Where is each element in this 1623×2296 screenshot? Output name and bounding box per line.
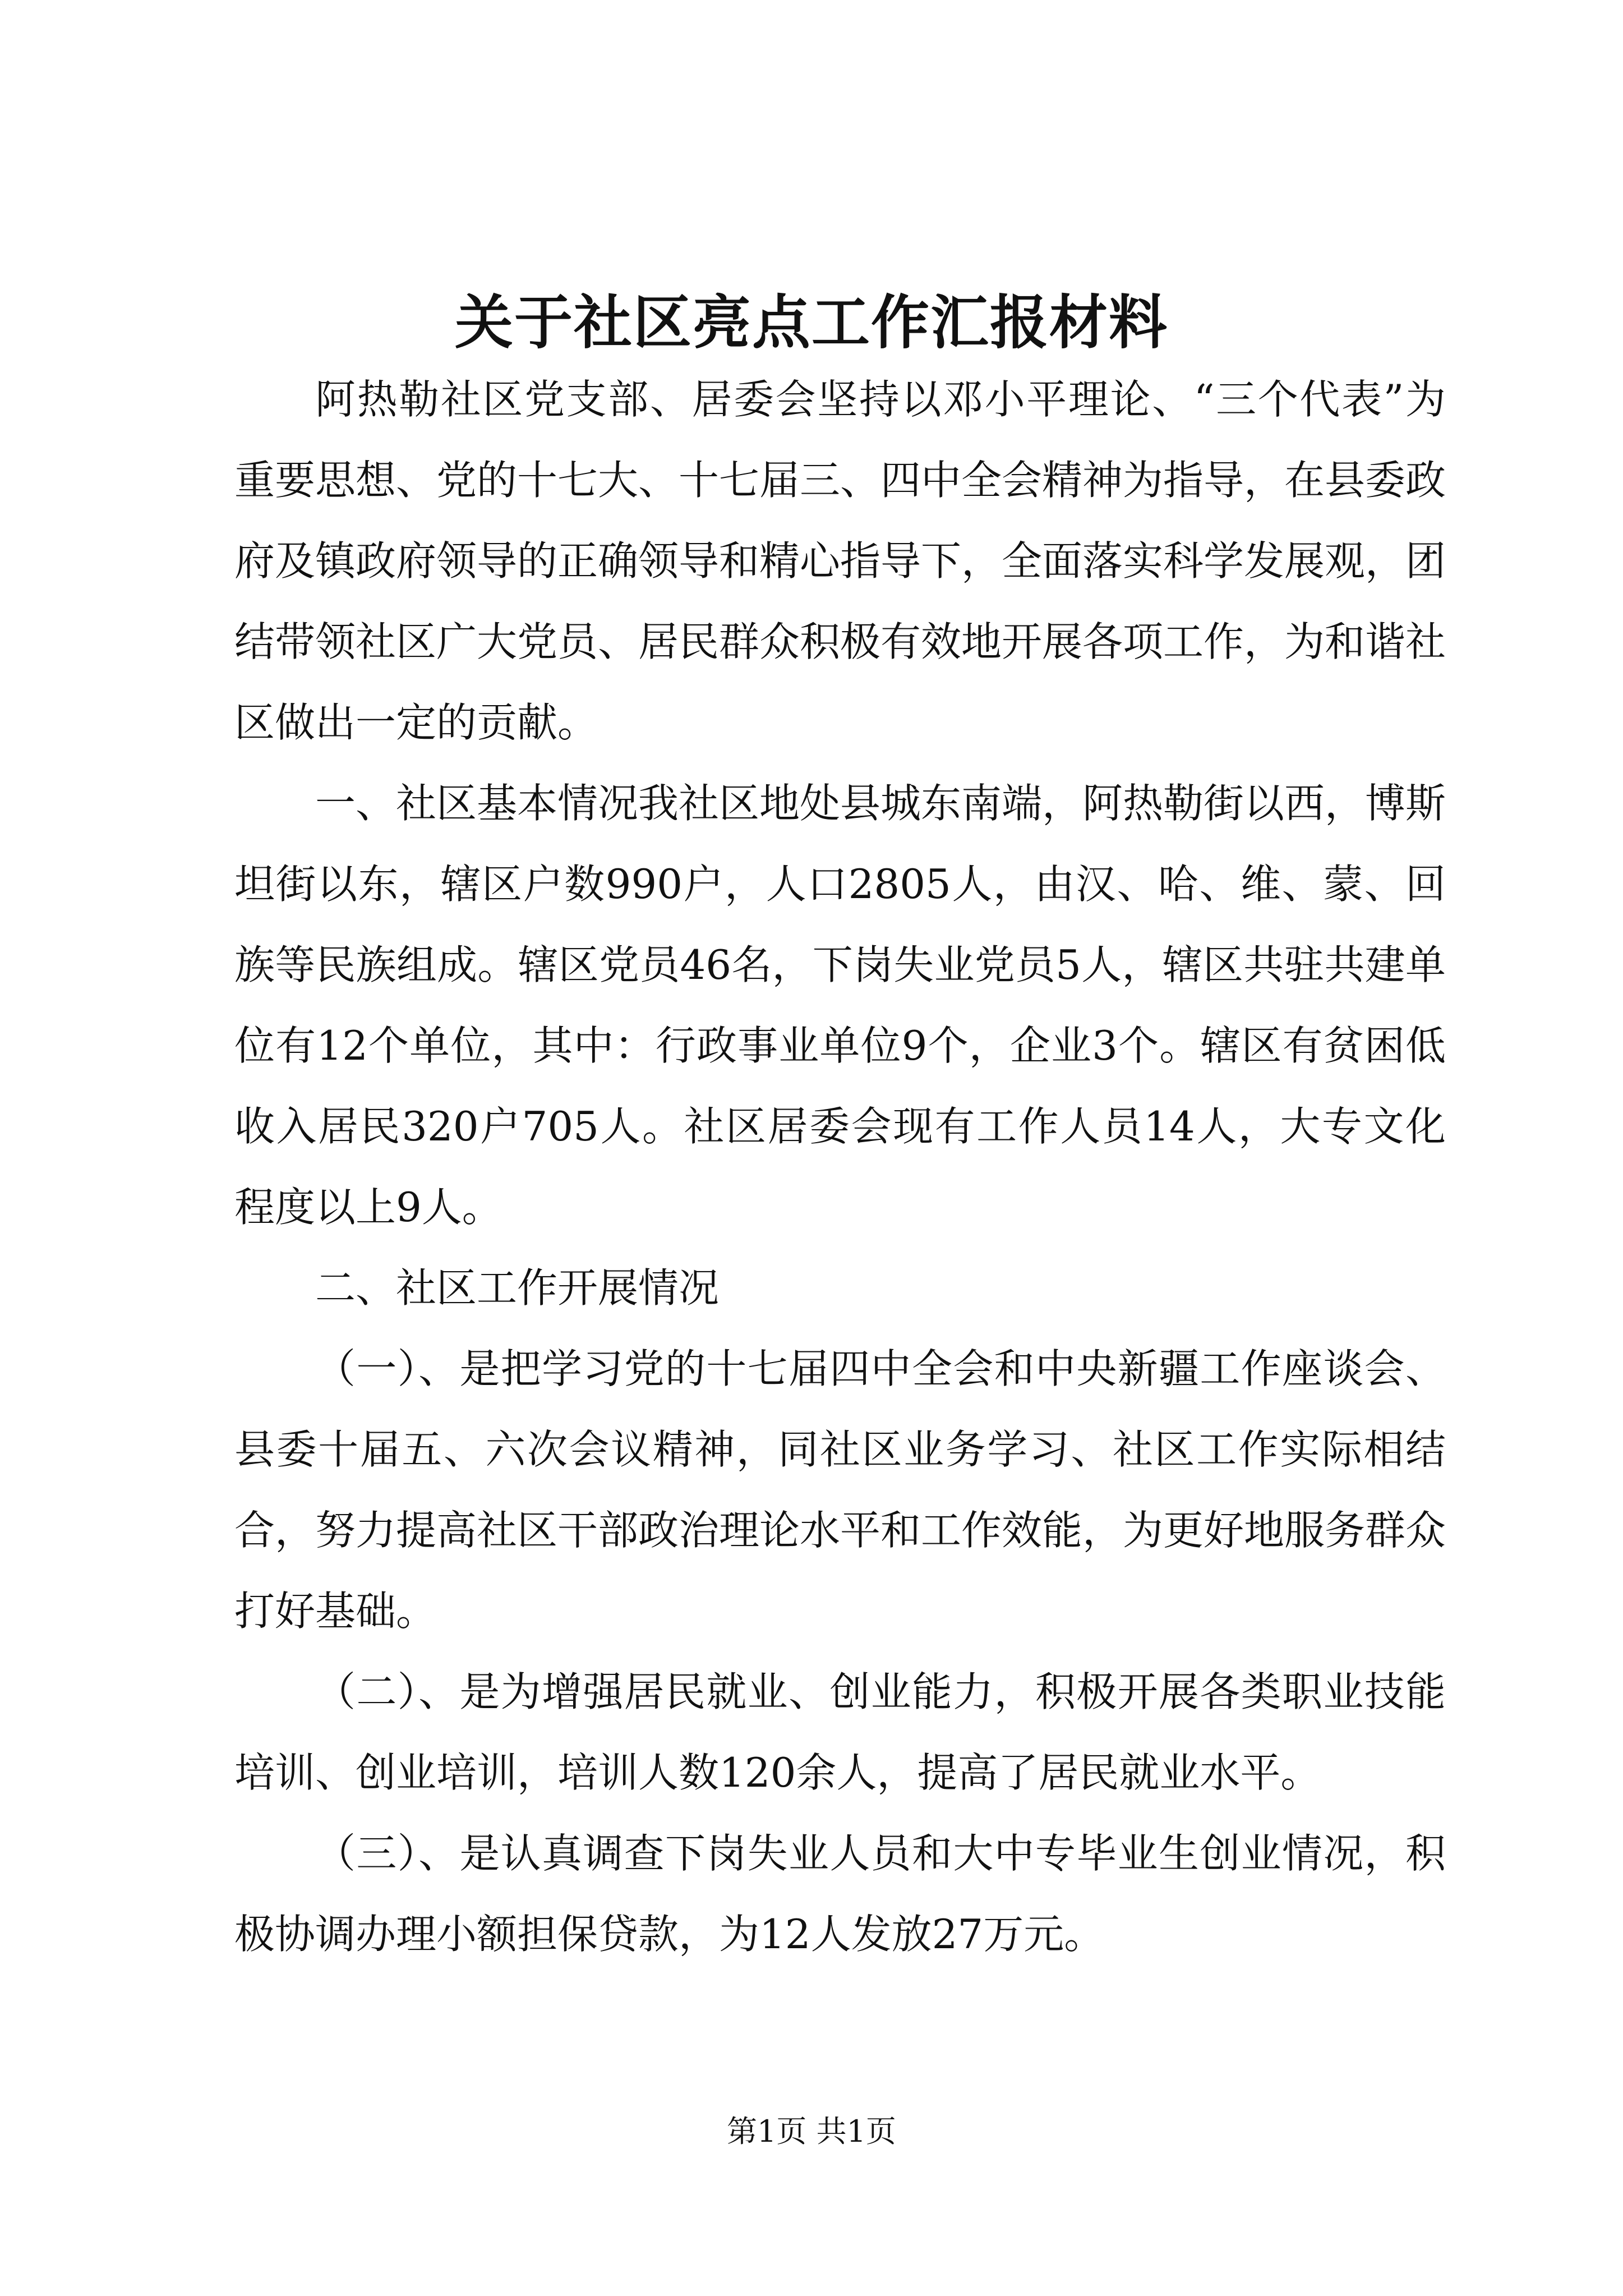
paragraph-item-three: （三）、是认真调查下岗失业人员和大中专毕业生创业情况，积极协调办理小额担保贷款，为12人发放27万元。 [234, 1830, 1446, 1958]
paragraph-item-one: （一）、是把学习党的十七届四中全会和中央新疆工作座谈会、县委十届五、六次会议精神，同社区业务学习、社区工作实际相结合，努力提高社区干部政治理论水平和工作效能，为更好地服务群众打好基础。 [234, 1345, 1446, 1635]
paragraph-basic-situation: 一、社区基本情况我社区地处县城东南端，阿热勒街以西，博斯坦街以东，辖区户数990户，人口2805人，由汉、哈、维、蒙、回族等民族组成。辖区党员46名，下岗失业党员5人，辖区共驻共建单位有12个单位，其中：行政事业单位9个，企业3个。辖区有贫困低收入居民320户705人。社区居委会现有工作人员14人，大专文化程度以上9人。 [234, 780, 1446, 1231]
paragraph-section-heading: 二、社区工作开展情况 [315, 1264, 720, 1312]
page-footer: 第1页 共1页 [727, 2114, 896, 2149]
document-body [234, 359, 1446, 1975]
document-title: 关于社区亮点工作汇报材料 [454, 288, 1168, 357]
paragraph-item-two: （二）、是为增强居民就业、创业能力，积极开展各类职业技能培训、创业培训，培训人数120余人，提高了居民就业水平。 [234, 1668, 1446, 1796]
paragraph-intro: 阿热勒社区党支部、居委会坚持以邓小平理论、“三个代表”为重要思想、党的十七大、十七届三、四中全会精神为指导，在县委政府及镇政府领导的正确领导和精心指导下，全面落实科学发展观，团结带领社区广大党员、居民群众积极有效地开展各项工作，为和谐社区做出一定的贡献。 [234, 376, 1446, 746]
